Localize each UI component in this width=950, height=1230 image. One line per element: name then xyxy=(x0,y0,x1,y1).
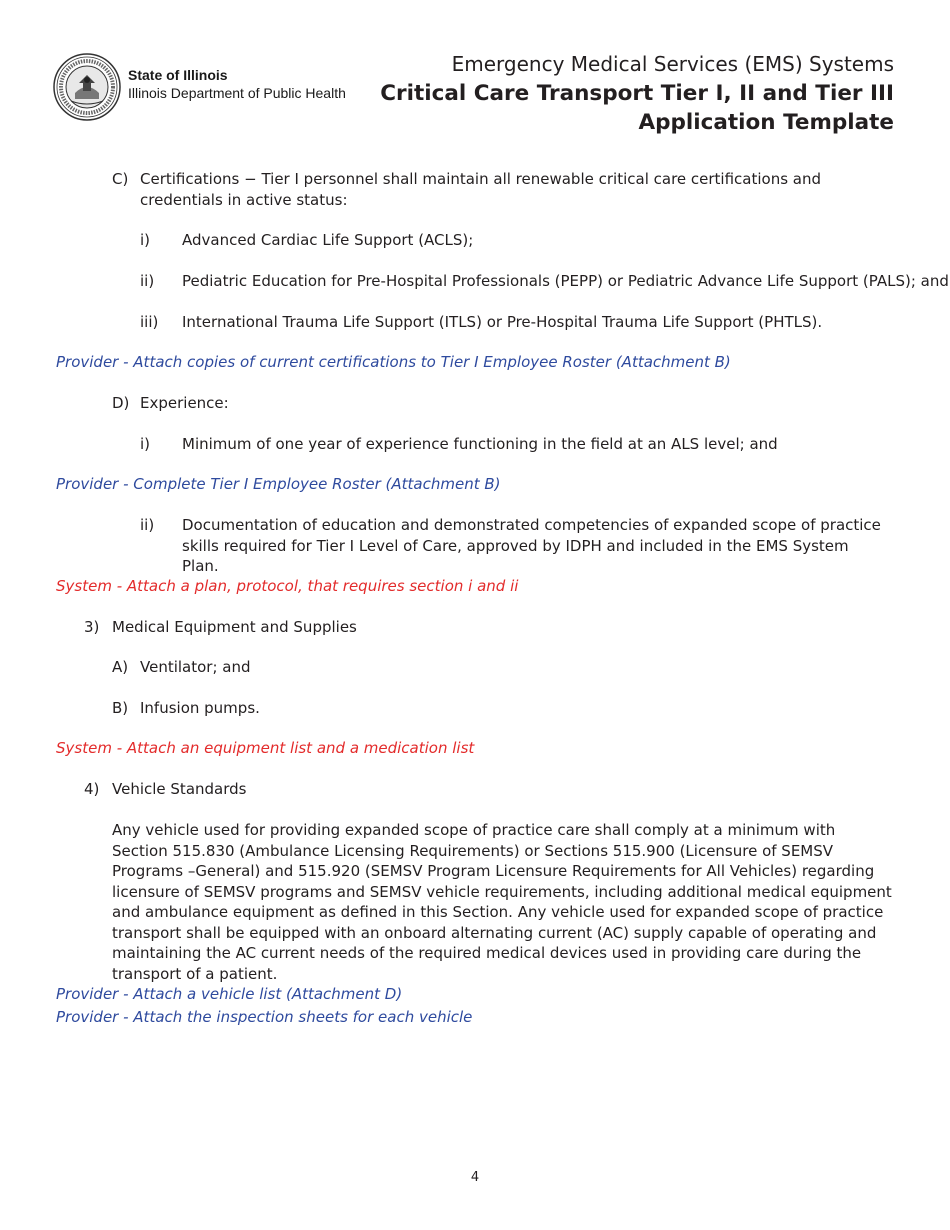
department-name: Illinois Department of Public Health xyxy=(128,85,346,101)
section-d-text: Experience: xyxy=(140,394,229,412)
section-c-label: C) xyxy=(112,170,129,188)
illinois-state-seal-icon xyxy=(53,53,121,121)
section-3-item-b-text: Infusion pumps. xyxy=(140,699,260,717)
section-3-label: 3) xyxy=(84,618,100,636)
d-item-2-text: Documentation of education and demonstrated competencies of expanded scope of practice skills required for Tier I Level of Care, approved by IDPH and included in the EMS System Plan. xyxy=(182,516,881,575)
d-item-1-text: Minimum of one year of experience functioning in the field at an ALS level; and xyxy=(182,435,778,453)
c-item-1-label: i) xyxy=(140,231,151,249)
section-4-label: 4) xyxy=(84,780,100,798)
c-item-3-text: International Trauma Life Support (ITLS) or Pre-Hospital Trauma Life Support (PHTLS). xyxy=(182,313,823,331)
state-name: State of Illinois xyxy=(128,67,228,83)
c-item-1-text: Advanced Cardiac Life Support (ACLS); xyxy=(182,231,474,249)
section-3-text: Medical Equipment and Supplies xyxy=(112,618,357,636)
c-item-2-label: ii) xyxy=(140,272,155,290)
title-line-2: Critical Care Transport Tier I, II and Tier III xyxy=(380,81,894,106)
c-item-2-text: Pediatric Education for Pre-Hospital Professionals (PEPP) or Pediatric Advance Life Support (PALS); and xyxy=(182,272,949,290)
document-title-block xyxy=(380,50,894,137)
section-d-label: D) xyxy=(112,394,130,412)
provider-note-certifications: Provider - Attach copies of current certifications to Tier I Employee Roster (Attachment B) xyxy=(56,353,731,371)
c-item-3-label: iii) xyxy=(140,313,159,331)
agency-block xyxy=(128,66,346,102)
page-number: 4 xyxy=(470,1170,480,1185)
section-4-text: Vehicle Standards xyxy=(112,780,247,798)
title-line-1: Emergency Medical Services (EMS) Systems xyxy=(451,52,894,76)
provider-note-roster: Provider - Complete Tier I Employee Roster (Attachment B) xyxy=(56,475,501,493)
provider-note-vehicle-list: Provider - Attach a vehicle list (Attachment D) xyxy=(56,985,403,1003)
section-3-item-b-label: B) xyxy=(112,699,129,717)
section-3-item-a-label: A) xyxy=(112,658,129,676)
title-line-3: Application Template xyxy=(638,110,894,135)
system-note-equipment: System - Attach an equipment list and a medication list xyxy=(56,739,475,757)
d-item-2-label: ii) xyxy=(140,516,155,534)
system-note-plan: System - Attach a plan, protocol, that requires section i and ii xyxy=(56,577,519,595)
section-c-text: Certifications − Tier I personnel shall maintain all renewable critical care certifications and credentials in active status: xyxy=(140,170,822,209)
provider-note-inspection: Provider - Attach the inspection sheets for each vehicle xyxy=(56,1008,473,1026)
d-item-1-label: i) xyxy=(140,435,151,453)
section-3-item-a-text: Ventilator; and xyxy=(140,658,251,676)
vehicle-standards-paragraph: Any vehicle used for providing expanded scope of practice care shall comply at a minimum with Section 515.830 (Ambulance Licensing Requirements) or Sections 515.900 (Licensure of SEMSV Programs –General) and 515.920 (SEMSV Program Licensure Requirements for All Vehicles) regarding licensure of SEMSV programs and SEMSV vehicle requirements, including additional medical equipment and ambulance equipment as defined in this Section. Any vehicle used for expanded scope of practice transport shall be equipped with an onboard alternating current (AC) supply capable of operating and maintaining the AC current needs of the required medical devices used in providing care during the transport of a patient. xyxy=(112,821,892,983)
